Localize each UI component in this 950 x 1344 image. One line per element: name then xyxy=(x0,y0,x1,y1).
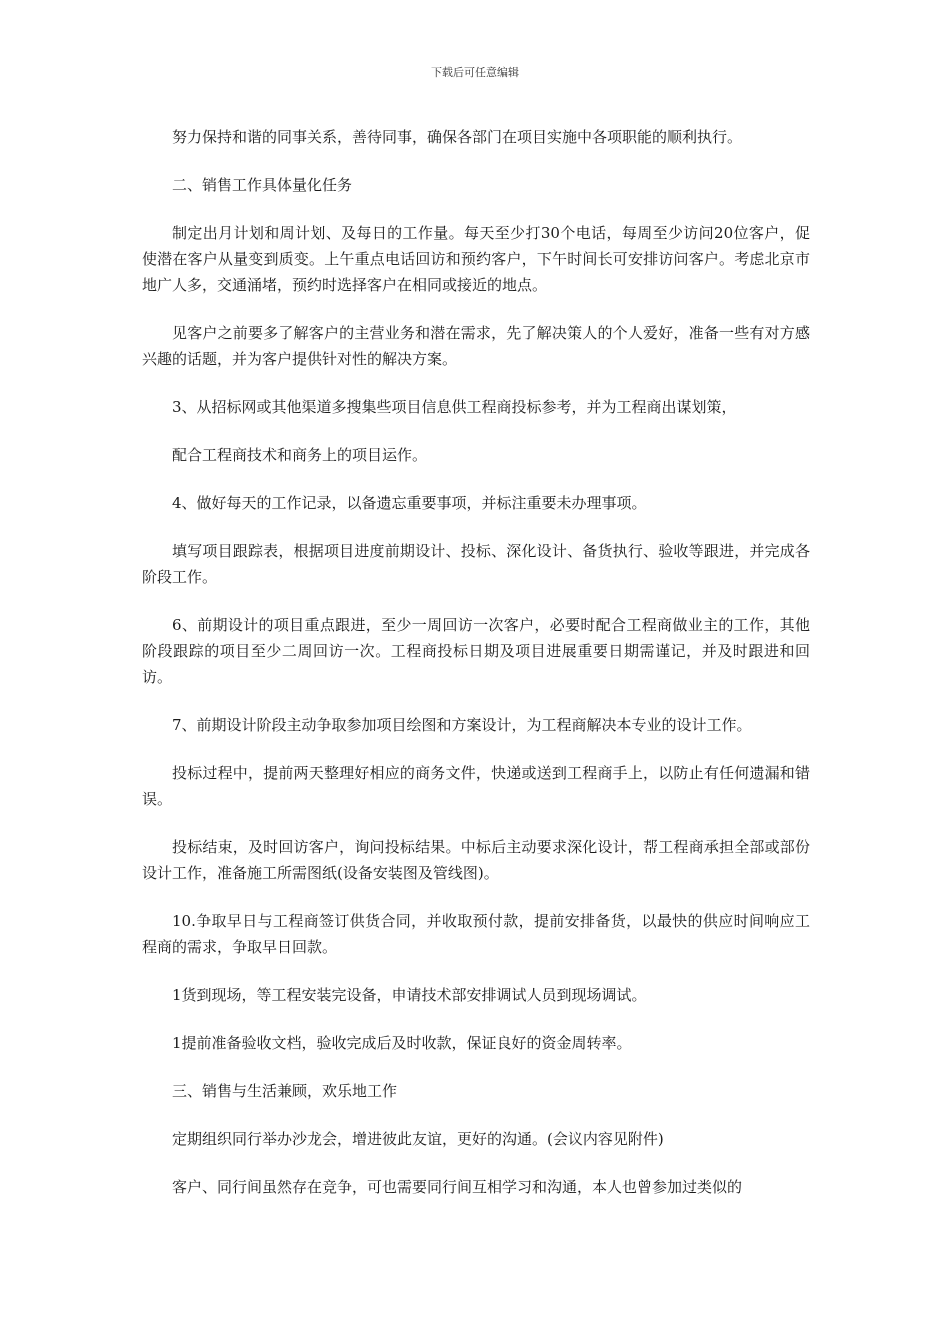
list-item: 1货到现场，等工程安装完设备，申请技术部安排调试人员到现场调试。 xyxy=(172,986,647,1004)
list-item: 1提前准备验收文档，验收完成后及时收款，保证良好的资金周转率。 xyxy=(172,1034,632,1052)
paragraph: 投标过程中，提前两天整理好相应的商务文件，快递或送到工程商手上，以防止有任何遗漏和错误。 xyxy=(142,764,810,808)
section-heading: 二、销售工作具体量化任务 xyxy=(172,176,353,194)
list-item: 10.争取早日与工程商签订供货合同，并收取预付款，提前安排备货，以最快的供应时间响应工程商的需求，争取早日回款。 xyxy=(142,912,810,956)
document-body xyxy=(142,124,810,1222)
list-item: 7、前期设计阶段主动争取参加项目绘图和方案设计，为工程商解决本专业的设计工作。 xyxy=(172,716,752,734)
list-item: 3、从招标网或其他渠道多搜集些项目信息供工程商投标参考，并为工程商出谋划策， xyxy=(172,398,737,416)
paragraph: 填写项目跟踪表，根据项目进度前期设计、投标、深化设计、备货执行、验收等跟进，并完成各阶段工作。 xyxy=(142,542,810,586)
paragraph: 投标结束，及时回访客户，询问投标结果。中标后主动要求深化设计，帮工程商承担全部或部份设计工作，准备施工所需图纸(设备安装图及管线图)。 xyxy=(142,838,810,882)
page-header: 下载后可任意编辑 xyxy=(431,66,519,79)
paragraph: 定期组织同行举办沙龙会，增进彼此友谊，更好的沟通。(会议内容见附件) xyxy=(172,1130,664,1148)
list-item: 6、前期设计的项目重点跟进，至少一周回访一次客户，必要时配合工程商做业主的工作，其他阶段跟踪的项目至少二周回访一次。工程商投标日期及项目进展重要日期需谨记，并及时跟进和回访。 xyxy=(142,616,810,686)
section-heading: 三、销售与生活兼顾，欢乐地工作 xyxy=(172,1082,398,1100)
paragraph: 客户、同行间虽然存在竞争，可也需要同行间互相学习和沟通，本人也曾参加过类似的 xyxy=(172,1178,743,1196)
paragraph: 努力保持和谐的同事关系，善待同事，确保各部门在项目实施中各项职能的顺利执行。 xyxy=(172,128,743,146)
list-item: 4、做好每天的工作记录，以备遗忘重要事项，并标注重要未办理事项。 xyxy=(172,494,647,512)
paragraph: 见客户之前要多了解客户的主营业务和潜在需求，先了解决策人的个人爱好，准备一些有对方感兴趣的话题，并为客户提供针对性的解决方案。 xyxy=(142,324,810,368)
paragraph: 制定出月计划和周计划、及每日的工作量。每天至少打30个电话，每周至少访问20位客户，促使潜在客户从量变到质变。上午重点电话回访和预约客户，下午时间长可安排访问客户。考虑北京市地广人多，交通涌堵，预约时选择客户在相同或接近的地点。 xyxy=(142,224,810,294)
paragraph: 配合工程商技术和商务上的项目运作。 xyxy=(172,446,428,464)
